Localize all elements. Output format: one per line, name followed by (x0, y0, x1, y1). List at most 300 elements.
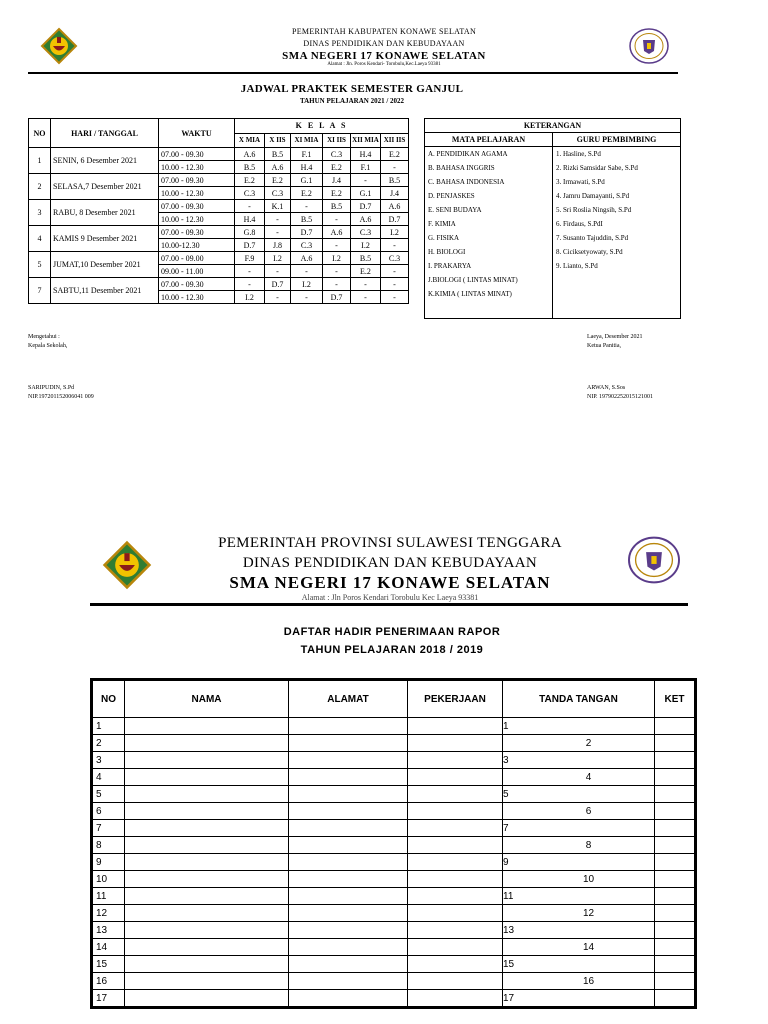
attendance-table-wrap (90, 678, 697, 1009)
job-field[interactable] (408, 718, 503, 735)
signature-field[interactable] (503, 803, 655, 820)
signature-left (28, 333, 94, 402)
job-field[interactable] (408, 786, 503, 803)
page2-header-rule (90, 603, 688, 606)
signature-number: 4 (585, 771, 592, 783)
row-number: 8 (93, 837, 125, 854)
class-cell: F.1 (291, 148, 323, 161)
signature-number: 6 (585, 805, 592, 817)
day-number: 2 (29, 174, 51, 200)
ket-field[interactable] (655, 786, 695, 803)
schedule-row (29, 252, 409, 265)
mapel-item: F. KIMIA (428, 220, 456, 228)
class-cell: A.6 (291, 252, 323, 265)
class-cell: J.8 (265, 239, 291, 252)
attendance-header: KET (655, 681, 695, 718)
attendance-row (93, 820, 695, 837)
attendance-row (93, 905, 695, 922)
schedule-row (29, 278, 409, 291)
class-cell: A.6 (235, 148, 265, 161)
row-number: 13 (93, 922, 125, 939)
mapel-item: H. BIOLOGI (428, 248, 466, 256)
ket-field[interactable] (655, 718, 695, 735)
job-field[interactable] (408, 956, 503, 973)
signature-number: 13 (503, 924, 515, 936)
class-cell: E.2 (291, 187, 323, 200)
day-date: RABU, 8 Desember 2021 (51, 200, 159, 226)
page1-gov-line: PEMERINTAH KABUPATEN KONAWE SELATAN (291, 27, 477, 36)
ket-field[interactable] (655, 871, 695, 888)
signature-field[interactable] (503, 854, 655, 871)
class-cell: H.4 (351, 148, 381, 161)
schedule-row (29, 200, 409, 213)
signature-field[interactable] (503, 973, 655, 990)
row-number: 6 (93, 803, 125, 820)
class-cell: - (291, 200, 323, 213)
class-cell: C.3 (291, 239, 323, 252)
session-time: 07.00 - 09.30 (159, 200, 235, 213)
signature-field[interactable] (503, 752, 655, 769)
class-cell: B.5 (351, 252, 381, 265)
attendance-table (92, 680, 695, 1007)
class-cell: E.2 (381, 148, 409, 161)
class-cell: B.5 (265, 148, 291, 161)
page2-gov-line: PEMERINTAH PROVINSI SULAWESI TENGGARA (218, 535, 562, 551)
schedule-title: JADWAL PRAKTEK SEMESTER GANJUL (240, 83, 464, 95)
class-header: XII MIA (351, 133, 381, 148)
class-cell: E.2 (265, 174, 291, 187)
signature-field[interactable] (503, 735, 655, 752)
class-cell: B.5 (323, 200, 351, 213)
guru-item: 4. Jamru Damayanti, S.Pd (556, 192, 630, 200)
address-field[interactable] (289, 735, 408, 752)
class-cell: - (265, 291, 291, 304)
name-field[interactable] (125, 871, 289, 888)
signature-number: 3 (503, 754, 509, 766)
class-cell: G.1 (291, 174, 323, 187)
class-cell: C.3 (351, 226, 381, 239)
schedule-table-wrap (28, 118, 409, 304)
signature-number: 5 (503, 788, 509, 800)
day-date: SABTU,11 Desember 2021 (51, 278, 159, 304)
ket-field[interactable] (655, 905, 695, 922)
name-field[interactable] (125, 922, 289, 939)
attendance-row (93, 871, 695, 888)
job-field[interactable] (408, 973, 503, 990)
schedule-subtitle: TAHUN PELAJARAN 2021 / 2022 (299, 97, 405, 105)
school-logo (626, 535, 682, 585)
page2-dept-line: DINAS PENDIDIKAN DAN KEBUDAYAAN (242, 555, 538, 571)
ket-field[interactable] (655, 973, 695, 990)
guru-item: 1. Hasline, S.Pd (556, 150, 601, 158)
ket-field[interactable] (655, 735, 695, 752)
day-date: SELASA,7 Desember 2021 (51, 174, 159, 200)
attendance-row (93, 956, 695, 973)
class-cell: - (323, 213, 351, 226)
address-field[interactable] (289, 752, 408, 769)
class-header: XI IIS (323, 133, 351, 148)
class-cell: D.7 (381, 213, 409, 226)
class-cell: A.6 (323, 226, 351, 239)
mapel-item: D. PENJASKES (428, 192, 475, 200)
mapel-item: B. BAHASA INGGRIS (428, 164, 495, 172)
session-time: 10.00 - 12.30 (159, 291, 235, 304)
row-number: 14 (93, 939, 125, 956)
signature-number: 10 (582, 873, 595, 885)
principal-name: SARIPUDIN, S.Pd (28, 385, 75, 391)
attendance-header: NO (93, 681, 125, 718)
mapel-item: C. BAHASA INDONESIA (428, 178, 505, 186)
name-field[interactable] (125, 735, 289, 752)
committee-role: Ketua Panitia, (587, 343, 621, 349)
job-field[interactable] (408, 922, 503, 939)
job-field[interactable] (408, 769, 503, 786)
address-field[interactable] (289, 990, 408, 1007)
address-field[interactable] (289, 939, 408, 956)
name-field[interactable] (125, 956, 289, 973)
session-time: 10.00 - 12.30 (159, 187, 235, 200)
attendance-row (93, 939, 695, 956)
name-field[interactable] (125, 803, 289, 820)
signature-number: 16 (582, 975, 595, 987)
class-cell: F.1 (351, 161, 381, 174)
row-number: 2 (93, 735, 125, 752)
session-time: 07.00 - 09.30 (159, 148, 235, 161)
session-time: 07.00 - 09.30 (159, 174, 235, 187)
signature-field[interactable] (503, 956, 655, 973)
row-number: 15 (93, 956, 125, 973)
signature-field[interactable] (503, 905, 655, 922)
class-cell: I.2 (235, 291, 265, 304)
job-field[interactable] (408, 871, 503, 888)
col-header-waktu: WAKTU (159, 119, 235, 148)
class-cell: K.1 (265, 200, 291, 213)
schedule-row (29, 174, 409, 187)
job-field[interactable] (408, 820, 503, 837)
attendance-header: ALAMAT (289, 681, 408, 718)
name-field[interactable] (125, 820, 289, 837)
class-cell: - (351, 278, 381, 291)
session-time: 09.00 - 11.00 (159, 265, 235, 278)
job-field[interactable] (408, 939, 503, 956)
address-field[interactable] (289, 803, 408, 820)
class-cell: G.8 (235, 226, 265, 239)
class-cell: B.5 (291, 213, 323, 226)
ket-field[interactable] (655, 888, 695, 905)
class-cell: A.6 (265, 161, 291, 174)
class-cell: - (265, 226, 291, 239)
row-number: 16 (93, 973, 125, 990)
name-field[interactable] (125, 769, 289, 786)
address-field[interactable] (289, 786, 408, 803)
class-cell: - (265, 213, 291, 226)
class-cell: - (235, 265, 265, 278)
day-number: 3 (29, 200, 51, 226)
class-cell: A.6 (381, 200, 409, 213)
address-field[interactable] (289, 905, 408, 922)
col-header-hari: HARI / TANGGAL (51, 119, 159, 148)
class-cell: E.2 (323, 161, 351, 174)
class-cell: I.2 (381, 226, 409, 239)
signature-number: 8 (585, 839, 592, 851)
attendance-row (93, 854, 695, 871)
day-number: 4 (29, 226, 51, 252)
day-date: JUMAT,10 Desember 2021 (51, 252, 159, 278)
class-cell: E.2 (323, 187, 351, 200)
guru-item: 5. Sri Roslia Ningsih, S.Pd (556, 206, 632, 214)
row-number: 11 (93, 888, 125, 905)
attendance-row (93, 735, 695, 752)
session-time: 10.00 - 12.30 (159, 213, 235, 226)
row-number: 1 (93, 718, 125, 735)
ket-field[interactable] (655, 752, 695, 769)
signature-right (587, 333, 653, 402)
session-time: 10.00 - 12.30 (159, 161, 235, 174)
ket-field[interactable] (655, 820, 695, 837)
class-cell: G.1 (351, 187, 381, 200)
page1-header-rule (28, 72, 678, 74)
day-date: KAMIS 9 Desember 2021 (51, 226, 159, 252)
class-cell: - (381, 291, 409, 304)
page1-address: Alamat : Jln. Poros Kendari- Torobulu,Kec.Laeya 93381 (327, 62, 441, 67)
attendance-row (93, 752, 695, 769)
class-cell: - (381, 265, 409, 278)
class-cell: I.2 (291, 278, 323, 291)
attendance-subtitle: TAHUN PELAJARAN 2018 / 2019 (300, 644, 484, 656)
page1-letterhead (0, 26, 768, 67)
mapel-item: K.KIMIA ( LINTAS MINAT) (428, 290, 512, 298)
class-cell: D.7 (291, 226, 323, 239)
class-cell: - (381, 161, 409, 174)
signature-number: 11 (503, 890, 514, 902)
guru-header: GURU PEMBIMBING (576, 135, 657, 144)
page2-school-name: SMA NEGERI 17 KONAWE SELATAN (229, 573, 551, 592)
guru-item: 9. Lianto, S.Pd (556, 262, 598, 270)
class-cell: D.7 (323, 291, 351, 304)
name-field[interactable] (125, 939, 289, 956)
class-cell: J.4 (381, 187, 409, 200)
address-field[interactable] (289, 871, 408, 888)
attendance-title: DAFTAR HADIR PENERIMAAN RAPOR (283, 626, 501, 638)
session-time: 07.00 - 09.30 (159, 278, 235, 291)
class-cell: D.7 (351, 200, 381, 213)
guru-item: 6. Firdaus, S.PdI (556, 220, 603, 228)
guru-list (553, 147, 680, 318)
class-cell: C.3 (235, 187, 265, 200)
known-by-label: Mengetahui : (28, 334, 60, 340)
attendance-header: PEKERJAAN (408, 681, 503, 718)
job-field[interactable] (408, 888, 503, 905)
class-cell: - (235, 278, 265, 291)
class-cell: C.3 (265, 187, 291, 200)
job-field[interactable] (408, 735, 503, 752)
ket-field[interactable] (655, 922, 695, 939)
address-field[interactable] (289, 820, 408, 837)
class-cell: D.7 (235, 239, 265, 252)
address-field[interactable] (289, 837, 408, 854)
name-field[interactable] (125, 973, 289, 990)
class-cell: - (323, 239, 351, 252)
attendance-header: TANDA TANGAN (503, 681, 655, 718)
name-field[interactable] (125, 752, 289, 769)
class-cell: B.5 (235, 161, 265, 174)
ket-field[interactable] (655, 939, 695, 956)
job-field[interactable] (408, 837, 503, 854)
place-date: Laeya, Desember 2021 (587, 334, 643, 340)
row-number: 9 (93, 854, 125, 871)
class-cell: I.2 (323, 252, 351, 265)
signature-field[interactable] (503, 837, 655, 854)
attendance-row (93, 837, 695, 854)
committee-nip: NIP. 197902252015121001 (587, 394, 654, 400)
signature-field[interactable] (503, 718, 655, 735)
signature-field[interactable] (503, 786, 655, 803)
mapel-header: MATA PELAJARAN (425, 133, 553, 146)
job-field[interactable] (408, 905, 503, 922)
session-time: 07.00 - 09.00 (159, 252, 235, 265)
class-cell: - (351, 291, 381, 304)
signature-field[interactable] (503, 922, 655, 939)
class-header: XI MIA (291, 133, 323, 148)
mapel-item: E. SENI BUDAYA (428, 206, 482, 214)
class-cell: D.7 (265, 278, 291, 291)
day-number: 7 (29, 278, 51, 304)
class-cell: - (351, 174, 381, 187)
signature-number: 1 (503, 720, 509, 732)
name-field[interactable] (125, 786, 289, 803)
mapel-list (425, 147, 553, 318)
class-cell: C.3 (381, 252, 409, 265)
address-field[interactable] (289, 769, 408, 786)
mapel-item: G. FISIKA (428, 234, 460, 242)
signature-field[interactable] (503, 871, 655, 888)
signature-number: 15 (503, 958, 515, 970)
signature-number: 12 (582, 907, 595, 919)
committee-name: ARWAN, S.Sos (587, 385, 626, 391)
row-number: 3 (93, 752, 125, 769)
ket-field[interactable] (655, 990, 695, 1007)
ket-field[interactable] (655, 956, 695, 973)
signature-field[interactable] (503, 888, 655, 905)
schedule-row (29, 148, 409, 161)
class-header: XII IIS (381, 133, 409, 148)
page1-dept-line: DINAS PENDIDIKAN DAN KEBUDAYAAN (303, 39, 465, 48)
day-number: 5 (29, 252, 51, 278)
schedule-table (28, 118, 409, 304)
address-field[interactable] (289, 888, 408, 905)
signature-number: 2 (585, 737, 592, 749)
name-field[interactable] (125, 718, 289, 735)
ket-field[interactable] (655, 854, 695, 871)
class-cell: - (381, 278, 409, 291)
class-cell: - (381, 239, 409, 252)
class-cell: - (323, 278, 351, 291)
principal-role: Kepala Sekolah, (28, 343, 68, 349)
class-cell: H.4 (235, 213, 265, 226)
signature-field[interactable] (503, 990, 655, 1007)
address-field[interactable] (289, 922, 408, 939)
guru-item: 3. Irmawati, S.Pd (556, 178, 605, 186)
col-header-kelas: K E L A S (235, 119, 409, 134)
attendance-row (93, 922, 695, 939)
schedule-row (29, 226, 409, 239)
class-cell: J.4 (323, 174, 351, 187)
row-number: 17 (93, 990, 125, 1007)
name-field[interactable] (125, 888, 289, 905)
guru-item: 8. Ciciksetyowaty, S.Pd (556, 248, 623, 256)
job-field[interactable] (408, 990, 503, 1007)
class-header: X IIS (265, 133, 291, 148)
class-cell: F.9 (235, 252, 265, 265)
class-cell: - (291, 265, 323, 278)
class-cell: H.4 (291, 161, 323, 174)
signature-number: 9 (503, 856, 509, 868)
signature-number: 14 (582, 941, 595, 953)
class-cell: - (265, 265, 291, 278)
ket-field[interactable] (655, 769, 695, 786)
class-cell: - (235, 200, 265, 213)
attendance-row (93, 718, 695, 735)
attendance-row (93, 973, 695, 990)
job-field[interactable] (408, 803, 503, 820)
row-number: 5 (93, 786, 125, 803)
class-header: X MIA (235, 133, 265, 148)
signature-number: 7 (503, 822, 509, 834)
signature-field[interactable] (503, 820, 655, 837)
class-cell: I.2 (351, 239, 381, 252)
address-field[interactable] (289, 718, 408, 735)
ket-field[interactable] (655, 837, 695, 854)
session-time: 10.00-12.30 (159, 239, 235, 252)
class-cell: E.2 (351, 265, 381, 278)
page1-school-name: SMA NEGERI 17 KONAWE SELATAN (282, 50, 486, 62)
day-number: 1 (29, 148, 51, 174)
name-field[interactable] (125, 905, 289, 922)
mapel-item: A. PENDIDIKAN AGAMA (428, 150, 508, 158)
day-date: SENIN, 6 Desember 2021 (51, 148, 159, 174)
class-cell: - (323, 265, 351, 278)
class-cell: - (291, 291, 323, 304)
attendance-header: NAMA (125, 681, 289, 718)
mapel-item: I. PRAKARYA (428, 262, 472, 270)
name-field[interactable] (125, 837, 289, 854)
address-field[interactable] (289, 973, 408, 990)
name-field[interactable] (125, 854, 289, 871)
page2-address: Alamat : Jln Poros Kendari Torobulu Kec Laeya 93381 (301, 593, 479, 602)
principal-nip: NIP.197201152006041 009 (28, 394, 94, 400)
attendance-row (93, 769, 695, 786)
guru-item: 2. Rizki Samsidar Sabe, S.Pd (556, 164, 638, 172)
signature-field[interactable] (503, 769, 655, 786)
address-field[interactable] (289, 854, 408, 871)
session-time: 07.00 - 09.30 (159, 226, 235, 239)
name-field[interactable] (125, 990, 289, 1007)
job-field[interactable] (408, 854, 503, 871)
keterangan-title: KETERANGAN (425, 119, 680, 133)
attendance-row (93, 786, 695, 803)
signature-field[interactable] (503, 939, 655, 956)
mapel-item: J.BIOLOGI ( LINTAS MINAT) (428, 276, 518, 284)
job-field[interactable] (408, 752, 503, 769)
page2-letterhead (170, 533, 610, 602)
keterangan-box (424, 118, 681, 319)
class-cell: E.2 (235, 174, 265, 187)
ket-field[interactable] (655, 803, 695, 820)
signature-number: 17 (503, 992, 515, 1004)
regency-logo (100, 540, 154, 590)
address-field[interactable] (289, 956, 408, 973)
row-number: 10 (93, 871, 125, 888)
